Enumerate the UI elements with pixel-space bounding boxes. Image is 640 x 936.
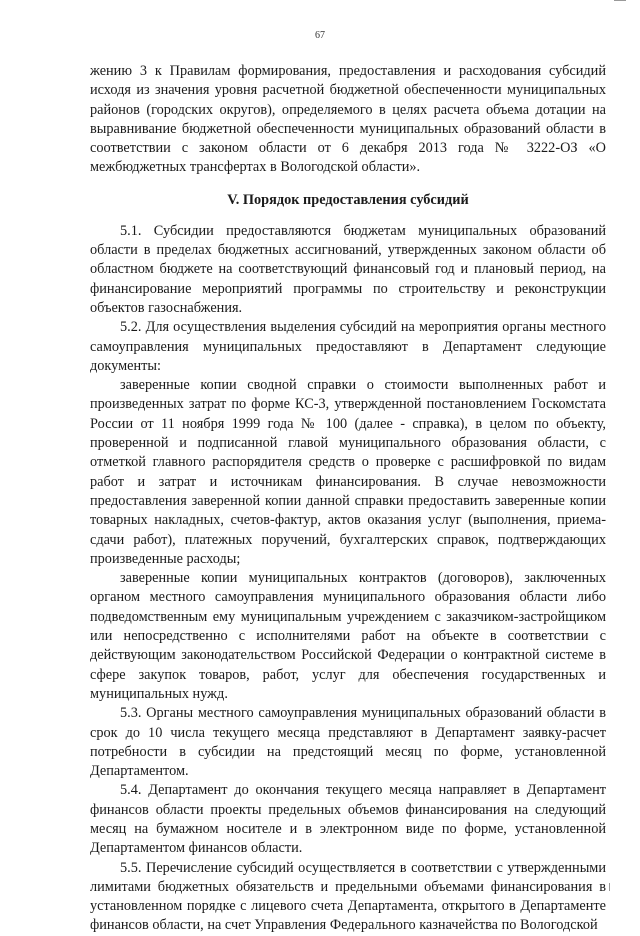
paragraph-5-4: 5.4. Департамент до окончания текущего месяца направляет в Департамент финансов области проекты предельных объемов финансирования на следующий месяц на бумажном носителе и в электронном виде по форме, установленной Департаментом финансов области. (90, 782, 606, 857)
paragraph-continuation: жению 3 к Правилам формирования, предоставления и расходования субсидий исходя из значения уровня расчетной бюджетной обеспеченности муниципальных районов (городских округов), определяемого в целях расчета объема дотации на выравнивание бюджетной обеспеченности муниципальных образований области в соответствии с законом области от 6 декабря 2013 года № 3222-ОЗ «О межбюджетных трансфертах в Вологодской области». (90, 63, 606, 176)
paragraph-5-3: 5.3. Органы местного самоуправления муниципальных образований области в срок до 10 числа текущего месяца представляют в Департамент заявку-расчет потребности в субсидии на предстоящий месяц по форме, установленной Департаментом. (90, 705, 606, 780)
paragraph-5-1: 5.1. Субсидии предоставляются бюджетам муниципальных образований области в пределах бюджетных ассигнований, утвержденных законом области об областном бюджете на соответствующий финансовый год и плановый период, на финансирование мероприятий программы по строительству и реконструкции объектов газоснабжения. (90, 222, 606, 316)
page-corner-mark (614, 0, 626, 7)
paragraph-5-5: 5.5. Перечисление субсидий осуществляется в соответствии с утвержденными лимитами бюджетных обязательств и предельными объемами финансирования в установленном порядке с лицевого счета Департамента, открытого в Департаменте финансов области, на счет Управления Федерального казначейства по Вологодской (90, 859, 606, 934)
paragraph-documents-item-1: заверенные копии сводной справки о стоимости выполненных работ и произведенных затрат по форме КС-3, утвержденной постановлением Госкомстата России от 11 ноября 1999 года № 100 (далее - справка), в целом по объекту, проверенной и подписанной главой муниципального образования области, с отметкой главного распорядителя средств о проверке с расшифровкой по видам работ и затрат и источникам финансирования. В случае невозможности предоставления заверенной копии данной справки предоставить заверенные копии товарных накладных, счетов-фактур, актов оказания услуг (выполнения, приема-сдачи работ), платежных поручений, бухгалтерских справок, подтверждающих произведенные расходы; (90, 377, 606, 567)
paragraph-documents-item-2: заверенные копии муниципальных контрактов (договоров), заключенных органом местного самоуправления муниципального образования области либо подведомственным ему муниципальным учреждением с заказчиком-застройщиком или непосредственно с исполнителями работ на объекте в соответствии с действующим законодательством Российской Федерации о контрактной системе в сфере закупок товаров, работ, услуг для обеспечения государственных и муниципальных нужд. (90, 570, 606, 702)
page-number: 67 (315, 30, 325, 41)
paragraph-5-2: 5.2. Для осуществления выделения субсидий на мероприятия органы местного самоуправления муниципальных предоставляют в Департамент следующие документы: (90, 319, 606, 374)
page-edge-mark (609, 883, 610, 891)
document-body (90, 62, 606, 936)
section-title: V. Порядок предоставления субсидий (227, 191, 469, 208)
